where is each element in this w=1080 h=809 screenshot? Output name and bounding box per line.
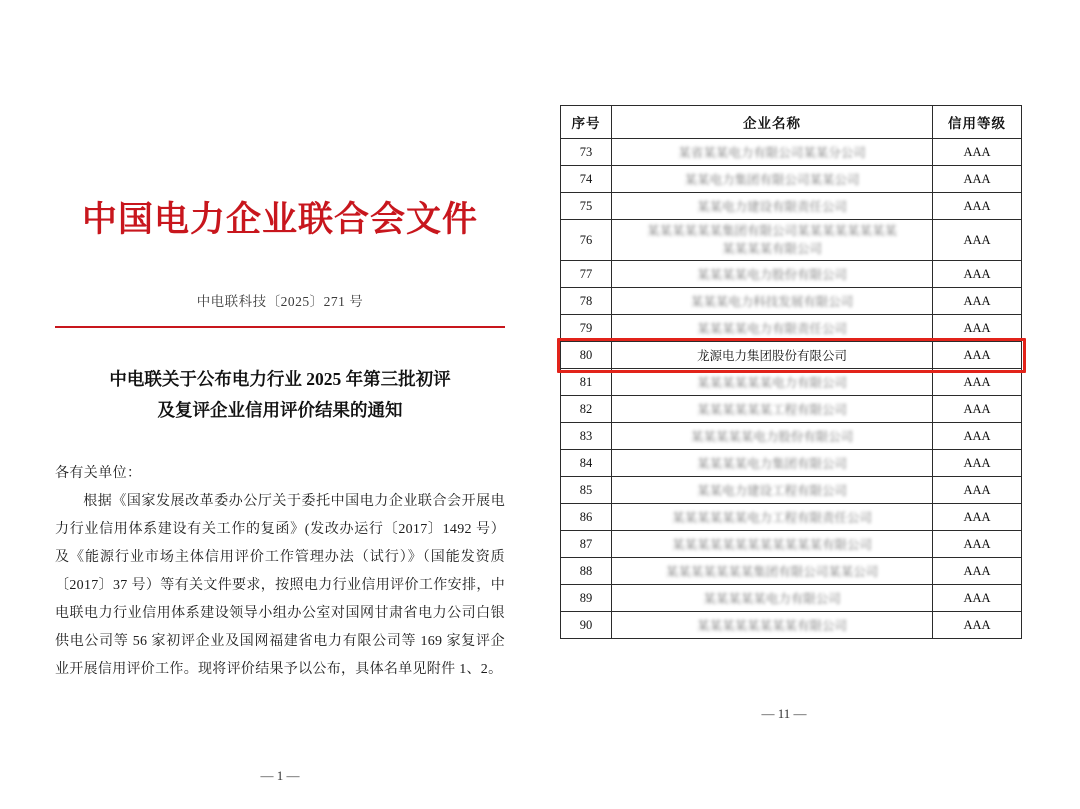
- cell-credit-grade: AAA: [933, 423, 1022, 450]
- table-row: [561, 288, 1022, 315]
- cell-row-number: 74: [561, 166, 612, 193]
- cell-company-name: 某某某某某电力股份有限公司: [612, 423, 933, 450]
- table-row: [561, 396, 1022, 423]
- cell-credit-grade: AAA: [933, 612, 1022, 639]
- table-row: [561, 220, 1022, 261]
- salutation: 各有关单位：: [55, 465, 142, 481]
- table-row: [561, 261, 1022, 288]
- table-row: [561, 342, 1022, 369]
- cell-row-number: 85: [561, 477, 612, 504]
- body-paragraph: [55, 488, 505, 684]
- body-paragraph-text: 根据《国家发展改革委办公厅关于委托中国电力企业联合会开展电力行业信用体系建设有关工作的复函》(发改办运行〔2017〕1492 号）及《能源行业市场主体信用评价工作管理办法（试行）》（国能发资质〔2017〕37 号）等有关文件要求，按照电力行业信用评价工作安排，中电联电力行业信用体系建设领导小组办公室对国网甘肃省电力公司白银供电公司等 56 家初评企业及国网福建省电力有限公司等 169 家复评企业开展信用评价工作。现将评价结果予以公布，具体名单见附件 1、2。: [55, 493, 505, 677]
- cell-company-name: 龙源电力集团股份有限公司: [612, 342, 933, 369]
- column-header-company: 企业名称: [612, 106, 933, 139]
- cell-row-number: 82: [561, 396, 612, 423]
- table-body: [561, 139, 1022, 639]
- cell-company-name: 某某某某某某电力有限公司: [612, 369, 933, 396]
- cell-company-name: 某某某某某某工程有限公司: [612, 396, 933, 423]
- cell-company-name: 某某某某某某电力工程有限责任公司: [612, 504, 933, 531]
- organization-title: 中国电力企业联合会文件: [81, 200, 478, 239]
- cell-row-number: 77: [561, 261, 612, 288]
- cell-row-number: 86: [561, 504, 612, 531]
- table-row: [561, 193, 1022, 220]
- cell-row-number: 89: [561, 585, 612, 612]
- document-page-left: [55, 150, 505, 783]
- red-divider: [55, 326, 505, 328]
- cell-row-number: 80: [561, 342, 612, 369]
- page-number-left: — 1 —: [260, 768, 300, 783]
- cell-company-name: 某某某某某电力有限公司: [612, 585, 933, 612]
- cell-credit-grade: AAA: [933, 450, 1022, 477]
- cell-row-number: 81: [561, 369, 612, 396]
- cell-company-name: 某某电力集团有限公司某某公司: [612, 166, 933, 193]
- table-row: [561, 477, 1022, 504]
- credit-rating-table: [560, 105, 1022, 639]
- cell-credit-grade: AAA: [933, 315, 1022, 342]
- cell-credit-grade: AAA: [933, 396, 1022, 423]
- table-row: [561, 450, 1022, 477]
- table-row: [561, 531, 1022, 558]
- cell-company-name: 某某某某电力有限责任公司: [612, 315, 933, 342]
- table-row: [561, 585, 1022, 612]
- cell-company-name: 某省某某电力有限公司某某分公司: [612, 139, 933, 166]
- table-row: [561, 315, 1022, 342]
- cell-row-number: 88: [561, 558, 612, 585]
- cell-row-number: 76: [561, 220, 612, 261]
- table-row: [561, 139, 1022, 166]
- cell-row-number: 83: [561, 423, 612, 450]
- table-row: [561, 558, 1022, 585]
- cell-company-name: 某某某某电力股份有限公司: [612, 261, 933, 288]
- cell-credit-grade: AAA: [933, 369, 1022, 396]
- cell-company-name: 某某某某某某某某某某某某有限公司: [612, 531, 933, 558]
- cell-row-number: 79: [561, 315, 612, 342]
- cell-company-name: 某某某某电力集团有限公司: [612, 450, 933, 477]
- table-row: [561, 166, 1022, 193]
- cell-credit-grade: AAA: [933, 342, 1022, 369]
- cell-credit-grade: AAA: [933, 504, 1022, 531]
- page-number-right: — 11 —: [761, 706, 807, 721]
- cell-credit-grade: AAA: [933, 261, 1022, 288]
- document-heading: [55, 364, 505, 425]
- cell-company-name: 某某某某某某集团有限公司某某某某某某某某 某某某某有限公司: [612, 220, 933, 261]
- cell-row-number: 84: [561, 450, 612, 477]
- document-page-right: [560, 60, 1030, 750]
- cell-credit-grade: AAA: [933, 193, 1022, 220]
- cell-company-name: 某某电力建设有限责任公司: [612, 193, 933, 220]
- column-header-grade: 信用等级: [933, 106, 1022, 139]
- table-header-row: [561, 106, 1022, 139]
- cell-credit-grade: AAA: [933, 166, 1022, 193]
- cell-credit-grade: AAA: [933, 220, 1022, 261]
- document-heading-line1: 中电联关于公布电力行业 2025 年第三批初评: [109, 369, 451, 390]
- cell-company-name: 某某某电力科技发展有限公司: [612, 288, 933, 315]
- document-heading-line2: 及复评企业信用评价结果的通知: [157, 400, 403, 421]
- cell-company-name: 某某某某某某某集团有限公司某某公司: [612, 558, 933, 585]
- cell-credit-grade: AAA: [933, 558, 1022, 585]
- cell-row-number: 78: [561, 288, 612, 315]
- table-row: [561, 504, 1022, 531]
- document-number: 中电联科技〔2025〕271 号: [196, 294, 364, 309]
- cell-credit-grade: AAA: [933, 531, 1022, 558]
- cell-credit-grade: AAA: [933, 288, 1022, 315]
- cell-row-number: 90: [561, 612, 612, 639]
- cell-credit-grade: AAA: [933, 477, 1022, 504]
- cell-credit-grade: AAA: [933, 585, 1022, 612]
- table-row: [561, 369, 1022, 396]
- column-header-no: 序号: [561, 106, 612, 139]
- cell-row-number: 75: [561, 193, 612, 220]
- cell-company-name: 某某电力建设工程有限公司: [612, 477, 933, 504]
- table-row: [561, 612, 1022, 639]
- table-row: [561, 423, 1022, 450]
- cell-company-name: 某某某某某某某某有限公司: [612, 612, 933, 639]
- cell-credit-grade: AAA: [933, 139, 1022, 166]
- cell-row-number: 87: [561, 531, 612, 558]
- cell-row-number: 73: [561, 139, 612, 166]
